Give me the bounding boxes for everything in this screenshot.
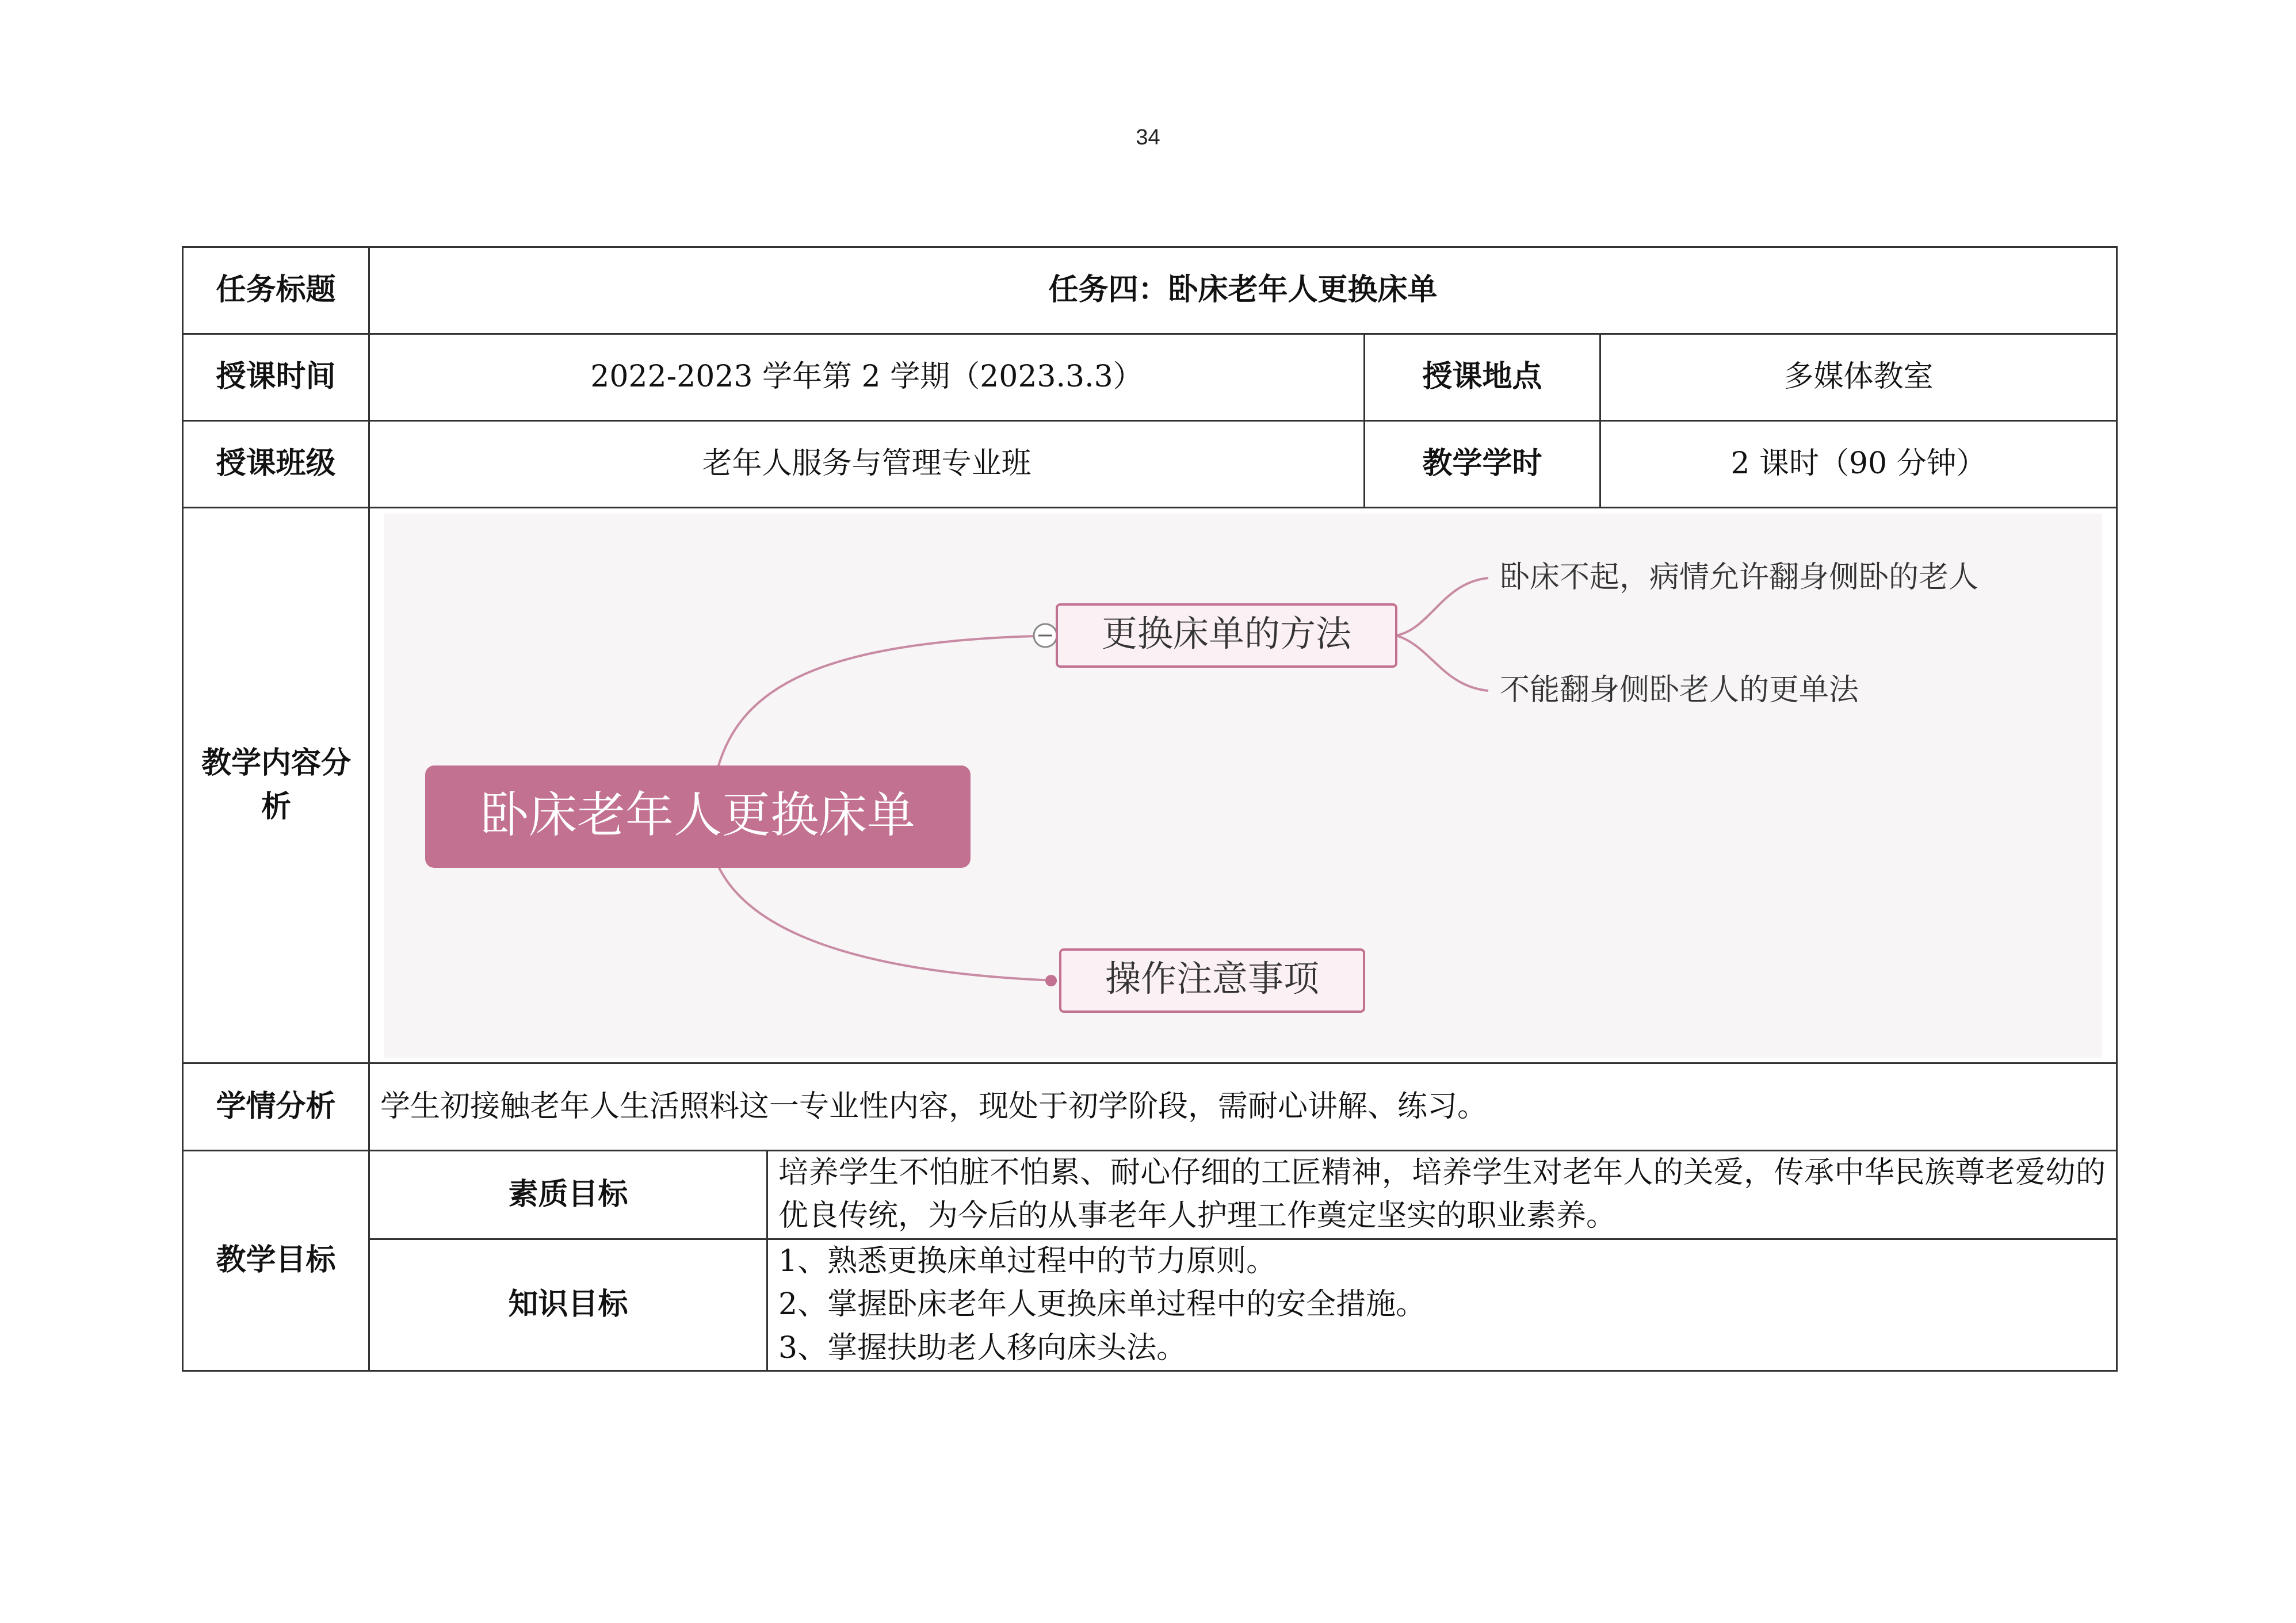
mindmap-canvas <box>384 514 2082 1058</box>
class-value: 老年人服务与管理专业班 <box>369 421 1365 508</box>
task-title: 任务四：卧床老年人更换床单 <box>369 247 2117 334</box>
method-branch-label: 更换床单的方法 <box>1101 612 1352 654</box>
mindmap <box>384 514 2102 1058</box>
root-to-method-connector <box>717 636 1057 770</box>
task-row <box>183 247 2117 334</box>
mindmap-cell <box>369 508 2117 1063</box>
knowledge-item-2: 2、掌握卧床老年人更换床单过程中的安全措施。 <box>778 1287 1426 1322</box>
class-label: 授课班级 <box>183 421 369 508</box>
content-label-text: 教学内容分析 <box>201 746 351 824</box>
page-number: 34 <box>1136 125 1160 150</box>
class-row <box>183 421 2117 508</box>
time-value: 2022-2023 学年第 2 学期（2023.3.3） <box>369 334 1365 421</box>
root-node-label: 卧床老年人更换床单 <box>480 786 916 843</box>
knowledge-row <box>183 1239 2117 1371</box>
analysis-text: 学生初接触老年人生活照料这一专业性内容，现处于初学阶段，需耐心讲解、练习。 <box>369 1063 2117 1151</box>
branch-dot-icon <box>1045 975 1057 986</box>
place-value: 多媒体教室 <box>1600 334 2117 421</box>
content-row <box>183 508 2117 1063</box>
quality-row <box>183 1151 2117 1239</box>
hours-label: 教学学时 <box>1365 421 1600 508</box>
knowledge-item-1: 1、熟悉更换床单过程中的节力原则。 <box>778 1243 1277 1279</box>
time-row <box>183 334 2117 421</box>
root-to-notes-connector <box>717 864 1057 981</box>
method-child-2: 不能翻身侧卧老人的更单法 <box>1500 672 1859 707</box>
content-label <box>183 508 369 1063</box>
hours-value: 2 课时（90 分钟） <box>1600 421 2117 508</box>
lesson-plan-table <box>182 246 2118 1372</box>
knowledge-label: 知识目标 <box>369 1239 767 1371</box>
analysis-label: 学情分析 <box>183 1063 369 1151</box>
objectives-label: 教学目标 <box>183 1151 369 1371</box>
method-to-child2-connector <box>1396 636 1488 691</box>
method-child-1: 卧床不起，病情允许翻身侧卧的老人 <box>1500 560 1979 595</box>
notes-branch-label: 操作注意事项 <box>1105 957 1320 1000</box>
quality-text: 培养学生不怕脏不怕累、耐心仔细的工匠精神，培养学生对老年人的关爱，传承中华民族尊老爱幼的优良传统，为今后的从事老年人护理工作奠定坚实的职业素养。 <box>767 1151 2117 1239</box>
time-label: 授课时间 <box>183 334 369 421</box>
task-label: 任务标题 <box>183 247 369 334</box>
place-label: 授课地点 <box>1365 334 1600 421</box>
method-to-child1-connector <box>1396 578 1488 636</box>
quality-label: 素质目标 <box>369 1151 767 1239</box>
analysis-row <box>183 1063 2117 1151</box>
collapse-toggle-icon[interactable] <box>1034 624 1057 647</box>
knowledge-list <box>767 1239 2117 1371</box>
knowledge-item-3: 3、掌握扶助老人移向床头法。 <box>778 1330 1187 1365</box>
